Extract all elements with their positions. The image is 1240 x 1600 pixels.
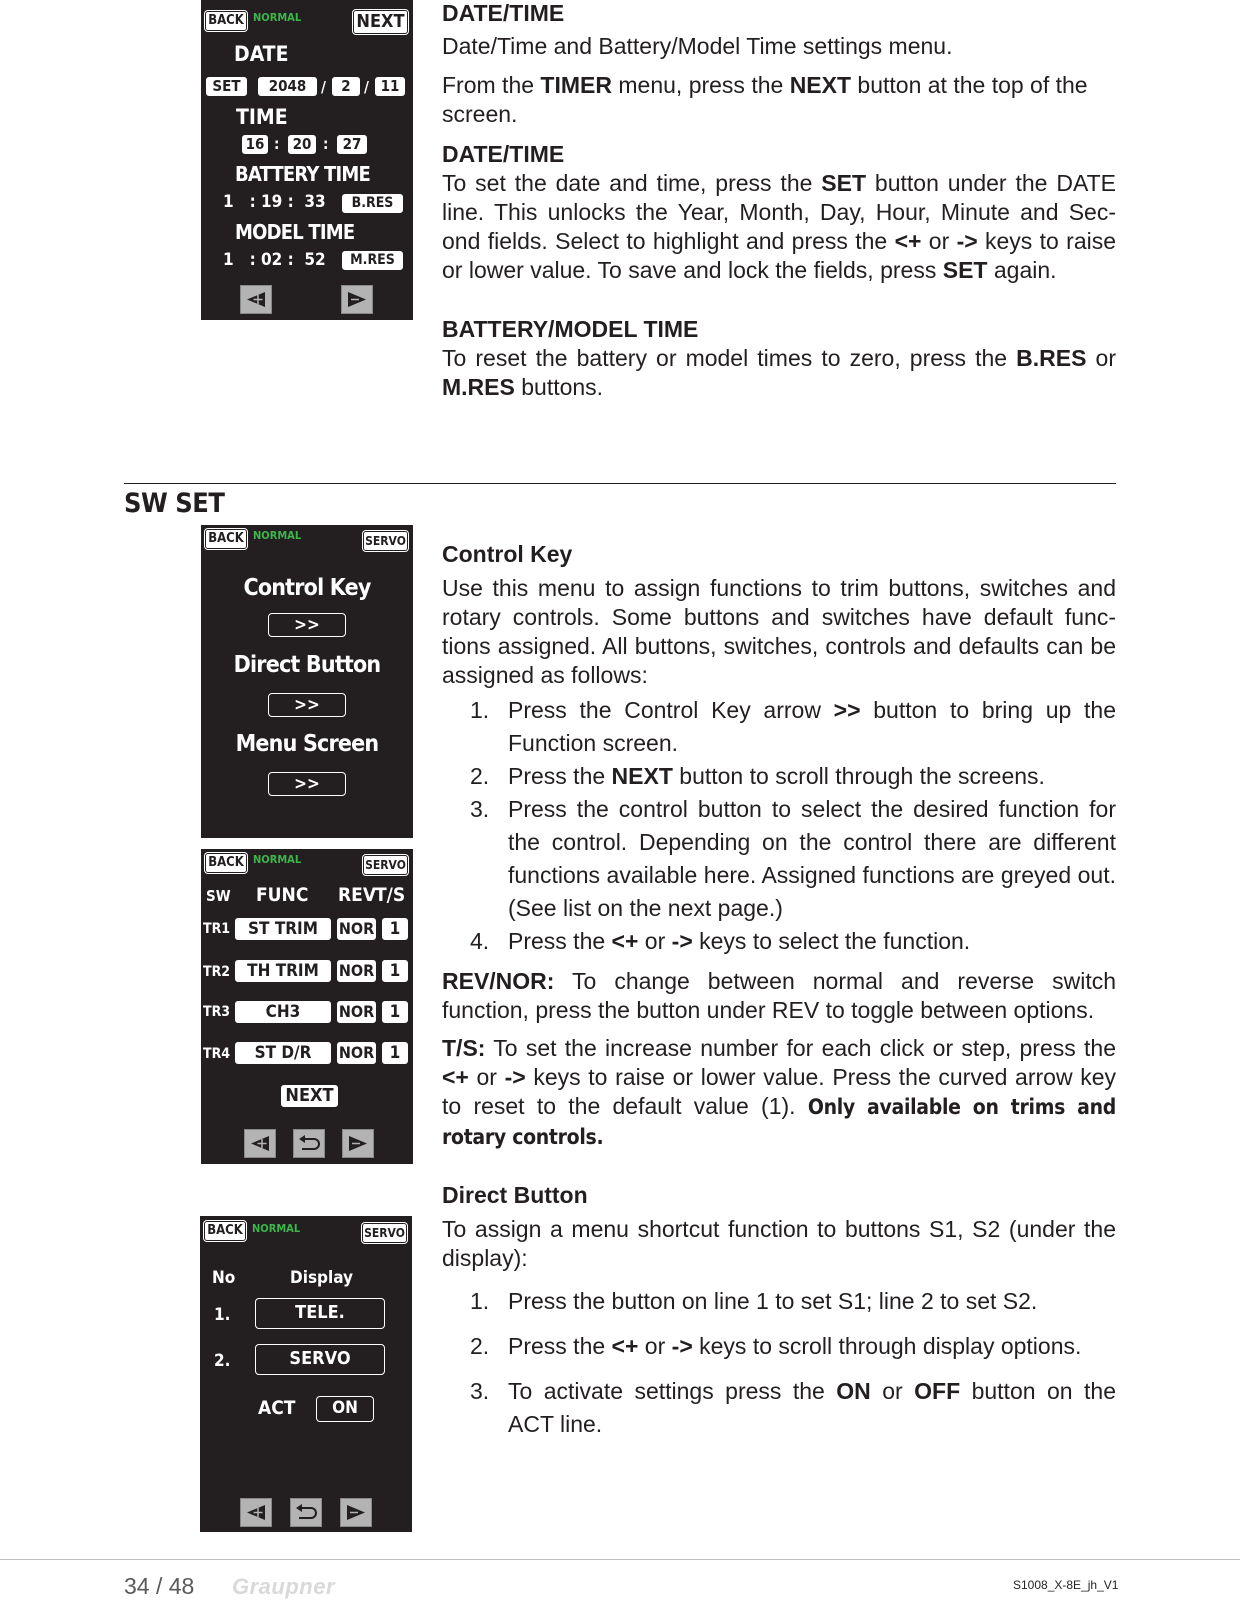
time-separator: : — [323, 135, 329, 153]
trim-step-field[interactable]: 1 — [381, 959, 409, 983]
text-bold: M.RES — [442, 374, 515, 400]
text: Press the — [508, 928, 612, 954]
text: Press the — [508, 1333, 612, 1359]
second-field[interactable]: 27 — [336, 134, 368, 155]
servo-button[interactable]: SERVO — [363, 855, 408, 875]
servo-button[interactable]: SERVO — [362, 1223, 407, 1243]
next-button[interactable]: NEXT — [353, 10, 408, 34]
curved-return-arrow-icon — [294, 1130, 324, 1157]
ts-paragraph — [442, 1034, 1116, 1152]
text-bold: ON — [836, 1378, 871, 1404]
sw-set-title: SW SET — [124, 488, 225, 519]
act-toggle-button[interactable]: ON — [316, 1396, 374, 1422]
text: Press the — [508, 763, 612, 789]
sw-set-screen — [201, 525, 413, 838]
text: button on the ACT line. — [508, 1378, 1116, 1437]
text-bold: SET — [821, 170, 867, 196]
increase-arrow-button[interactable] — [341, 285, 373, 314]
decrease-arrow-button[interactable] — [244, 1129, 276, 1158]
function-select-button[interactable]: CH3 — [234, 1000, 332, 1024]
text-bold: >> — [833, 697, 861, 723]
subsection-heading: DATE/TIME — [442, 141, 565, 167]
back-button[interactable]: BACK — [205, 11, 247, 31]
battery-time-label: BATTERY TIME — [235, 162, 371, 186]
act-label: ACT — [258, 1397, 296, 1419]
date-separator: / — [364, 78, 369, 96]
direct-button-label: Direct Button — [233, 652, 381, 678]
row-number: 2. — [214, 1351, 231, 1371]
text: or — [870, 1378, 915, 1404]
text: or — [638, 928, 672, 954]
rev-nor-paragraph — [442, 967, 1116, 1025]
switch-name: TR4 — [203, 1046, 231, 1062]
text: button at the top of the screen. — [442, 72, 1088, 127]
decrease-arrow-button[interactable] — [240, 285, 272, 314]
left-arrow-icon — [241, 286, 271, 313]
direct-button-arrow-button[interactable]: >> — [268, 693, 346, 717]
document-id: S1008_X-8E_jh_V1 — [1013, 1578, 1119, 1592]
footer-divider — [0, 1559, 1240, 1560]
text-bold: <+ — [611, 928, 639, 954]
section-heading: DATE/TIME — [442, 0, 565, 26]
text: or — [921, 228, 957, 254]
text-bold: -> — [671, 928, 693, 954]
date-label: DATE — [234, 42, 289, 66]
text: Press the control button to select the desired function for the control. Depending on the control there are different functions available here. Assigned functions are greyed out. (See list on the next page.) — [508, 796, 1116, 921]
text: or — [638, 1333, 672, 1359]
trim-step-field[interactable]: 1 — [381, 1041, 409, 1065]
direct-button-screen — [200, 1216, 412, 1532]
text: To set the increase number for each click or step, press the — [485, 1035, 1116, 1061]
time-separator: : — [274, 135, 280, 153]
direct-button-intro: To assign a menu shortcut function to buttons S1, S2 (under the display): — [442, 1216, 1116, 1271]
set-button[interactable]: SET — [205, 76, 248, 97]
control-key-section — [442, 541, 1116, 1152]
text-bold: B.RES — [1016, 345, 1087, 371]
direct-button-steps — [442, 1285, 1116, 1441]
back-button[interactable]: BACK — [205, 853, 247, 873]
text-bold: OFF — [914, 1378, 961, 1404]
from-timer-paragraph — [442, 71, 1116, 129]
function-select-button[interactable]: ST D/R — [234, 1041, 332, 1065]
next-button[interactable]: NEXT — [280, 1084, 339, 1108]
increase-arrow-button[interactable] — [342, 1129, 374, 1158]
column-rev: REV — [338, 884, 377, 906]
text: Press the Control Key arrow — [508, 697, 834, 723]
column-func: FUNC — [256, 884, 309, 906]
back-button[interactable]: BACK — [204, 1221, 246, 1241]
decrease-arrow-button[interactable] — [240, 1498, 272, 1527]
list-item — [442, 1330, 1116, 1363]
list-item — [442, 793, 1116, 925]
column-no: No — [212, 1268, 236, 1288]
curved-return-arrow-icon — [291, 1499, 321, 1526]
step-number: 3. — [470, 1378, 490, 1404]
control-key-arrow-button[interactable]: >> — [268, 613, 346, 637]
list-item — [442, 694, 1116, 760]
control-key-heading: Control Key — [442, 541, 573, 567]
text-bold: <+ — [611, 1333, 639, 1359]
mode-indicator: NORMAL — [253, 853, 302, 866]
column-sw: SW — [206, 887, 231, 905]
step-number: 1. — [470, 1288, 490, 1314]
rev-nor-toggle[interactable]: NOR — [336, 1041, 377, 1065]
page-number: 34 / 48 — [124, 1573, 195, 1599]
list-item — [442, 1375, 1116, 1441]
step-number: 2. — [470, 1333, 490, 1359]
servo-button[interactable]: SERVO — [363, 531, 408, 551]
step-number: 4. — [470, 928, 490, 954]
intro-paragraph: Date/Time and Battery/Model Time settings menu. — [442, 33, 953, 59]
display-option-button[interactable]: SERVO — [255, 1344, 385, 1375]
rev-nor-toggle[interactable]: NOR — [336, 917, 377, 941]
text: To reset the battery or model times to zero, press the — [442, 345, 1017, 371]
column-display: Display — [290, 1268, 353, 1288]
step-number: 2. — [470, 763, 490, 789]
control-key-label: Control Key — [243, 575, 371, 601]
right-arrow-icon — [341, 1499, 371, 1526]
switch-name: TR2 — [203, 964, 231, 980]
function-screen — [201, 849, 413, 1164]
text: buttons. — [514, 374, 604, 400]
list-item — [442, 1285, 1116, 1318]
text: keys to select the function. — [692, 928, 971, 954]
text: button to bring up the Function screen. — [508, 697, 1116, 756]
month-field[interactable]: 2 — [331, 76, 361, 97]
reset-default-button[interactable] — [290, 1498, 322, 1527]
control-key-intro: Use this menu to assign functions to trim buttons, switches and rotary controls. Some buttons and switches have default func-tions assigned. All buttons, switches, controls and defaults can be assigned as follows: — [442, 575, 1116, 688]
date-time-screen — [201, 0, 413, 320]
menu-screen-arrow-button[interactable]: >> — [268, 772, 346, 796]
text-bold: -> — [956, 228, 978, 254]
text-bold: -> — [671, 1333, 693, 1359]
text: or — [468, 1064, 505, 1090]
text-bold-note: Only available on trims and rotary controls. — [442, 1095, 1116, 1149]
control-key-steps — [442, 694, 1116, 958]
column-ts: T/S — [375, 884, 406, 906]
switch-name: TR3 — [203, 1004, 231, 1020]
text-bold: NEXT — [789, 72, 852, 98]
minute-field[interactable]: 20 — [287, 134, 317, 155]
brand-logo: Graupner — [232, 1574, 336, 1599]
increase-arrow-button[interactable] — [340, 1498, 372, 1527]
function-select-button[interactable]: ST TRIM — [234, 917, 332, 941]
rev-nor-toggle[interactable]: NOR — [336, 1000, 377, 1024]
text: keys to raise or lower value. Press the curved arrow key to reset to the default value (1). — [442, 1064, 1117, 1119]
text: keys to scroll through display options. — [692, 1333, 1082, 1359]
battery-reset-button[interactable]: B.RES — [341, 193, 404, 214]
text: button under the DATE line. This unlocks the Year, Month, Day, Hour, Minute and Sec-ond fields. Select to highlight and press the — [442, 170, 1116, 254]
step-number: 3. — [470, 796, 490, 822]
text: keys to raise or lower value. To save and lock the fields, press — [442, 228, 1117, 283]
mode-indicator: NORMAL — [252, 1222, 301, 1235]
text-bold: T/S: — [442, 1035, 486, 1061]
battery-time-value: 1 : 19 : 33 — [223, 192, 326, 212]
text: again. — [987, 257, 1057, 283]
reset-default-button[interactable] — [293, 1129, 325, 1158]
back-button[interactable]: BACK — [205, 529, 247, 549]
date-separator: / — [321, 78, 326, 96]
text-bold: SET — [942, 257, 988, 283]
model-time-label: MODEL TIME — [235, 220, 355, 244]
text: menu, press the — [611, 72, 790, 98]
year-field[interactable]: 2048 — [257, 76, 318, 97]
left-arrow-icon — [241, 1499, 271, 1526]
text: To set the date and time, press the — [442, 170, 822, 196]
menu-screen-label: Menu Screen — [235, 731, 379, 757]
direct-button-section — [442, 1182, 1116, 1441]
text-bold: <+ — [442, 1064, 469, 1090]
rev-nor-toggle[interactable]: NOR — [336, 959, 377, 983]
mode-indicator: NORMAL — [253, 11, 302, 24]
text-bold: REV/NOR: — [442, 968, 555, 994]
text-bold: TIMER — [540, 72, 612, 98]
step-number: 1. — [470, 697, 490, 723]
text-bold: <+ — [894, 228, 922, 254]
date-time-instructions — [442, 169, 1116, 285]
subsection-heading: BATTERY/MODEL TIME — [442, 316, 699, 342]
text-bold: -> — [504, 1064, 526, 1090]
switch-name: TR1 — [203, 921, 231, 937]
text: To change between normal and reverse switch function, press the button under REV to toggle between options. — [442, 968, 1116, 1023]
row-number: 1. — [214, 1305, 231, 1325]
day-field[interactable]: 11 — [374, 76, 406, 97]
list-item — [442, 760, 1116, 793]
right-arrow-icon — [343, 1130, 373, 1157]
time-label: TIME — [236, 105, 288, 129]
trim-step-field[interactable]: 1 — [381, 917, 409, 941]
battery-model-instructions — [442, 344, 1116, 402]
hour-field[interactable]: 16 — [241, 134, 269, 155]
text-bold: NEXT — [611, 763, 673, 789]
model-reset-button[interactable]: M.RES — [341, 250, 404, 271]
display-option-button[interactable]: TELE. — [255, 1298, 385, 1329]
right-arrow-icon — [342, 286, 372, 313]
mode-indicator: NORMAL — [253, 529, 302, 542]
date-time-section — [442, 0, 1116, 402]
trim-step-field[interactable]: 1 — [381, 1000, 409, 1024]
text: or — [1086, 345, 1116, 371]
left-arrow-icon — [245, 1130, 275, 1157]
function-select-button[interactable]: TH TRIM — [234, 959, 332, 983]
list-item — [442, 925, 1116, 958]
direct-button-heading: Direct Button — [442, 1182, 588, 1208]
section-divider — [124, 483, 1116, 484]
text: From the — [442, 72, 541, 98]
text: button to scroll through the screens. — [672, 763, 1045, 789]
text: Press the button on line 1 to set S1; line 2 to set S2. — [508, 1288, 1038, 1314]
text: To activate settings press the — [508, 1378, 837, 1404]
model-time-value: 1 : 02 : 52 — [223, 250, 326, 270]
